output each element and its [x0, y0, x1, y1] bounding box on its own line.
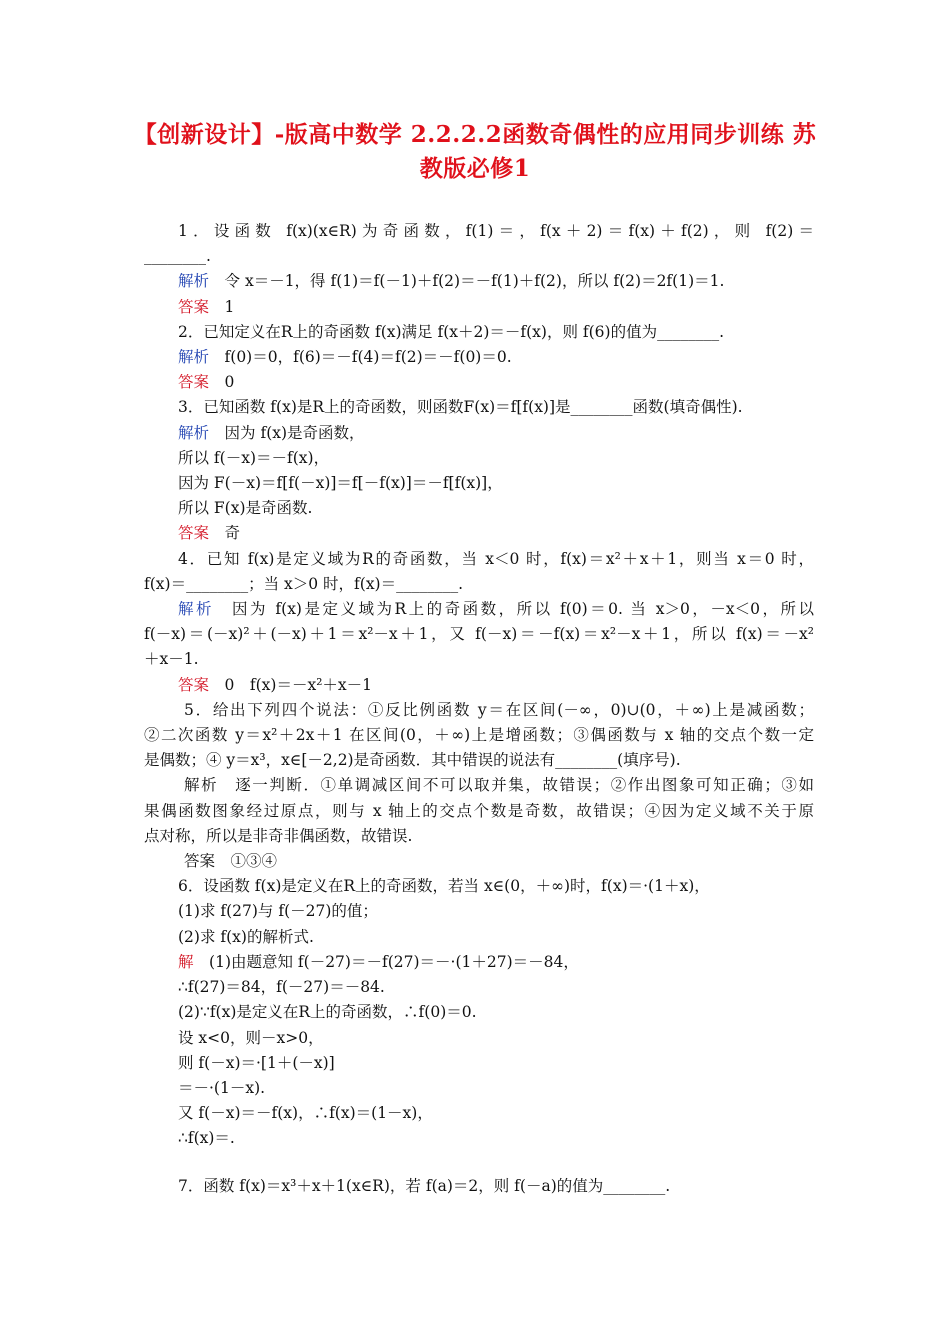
- q3-analysis-line-2: 所以 f(－x)＝－f(x)，: [178, 448, 330, 467]
- title-line-2: 教版必修1: [419, 155, 531, 182]
- q6-solution-text-1: (1)由题意知 f(－27)＝－f(27)＝－·(1＋27)＝－84，: [209, 952, 579, 971]
- answer-label: 答案: [184, 852, 216, 871]
- q5-answer: [144, 849, 814, 874]
- q4-answer-text: 0 f(x)＝－x²＋x－1: [224, 675, 373, 694]
- analysis-label: 解析: [178, 423, 210, 442]
- q6-stem-line-2: (1)求 f(27)与 f(－27)的值；: [178, 902, 378, 921]
- q4-stem-line-1: 4．已知 f(x)是定义域为R的奇函数，当 x＜0 时，f(x)＝x²＋x＋1，则当 x＝0 时，: [178, 549, 814, 568]
- q7-stem: 7．函数 f(x)＝x³＋x＋1(x∈R)，若 f(a)＝2，则 f(－a)的值为________.: [178, 1176, 671, 1195]
- title-line-1: 【创新设计】-版高中数学 2.2.2.2函数奇偶性的应用同步训练 苏: [133, 121, 817, 148]
- q5-analysis-text-1: 逐一判断．①单调减区间不可以取并集，故错误；②作出图象可知正确；③如: [235, 776, 814, 795]
- q6-solution-line-4: 设 x<0，则－x>0，: [178, 1028, 324, 1047]
- q1-analysis: [144, 269, 814, 294]
- answer-label: 答案: [178, 373, 210, 392]
- q6-solution-line-2: ∴f(27)＝84，f(－27)＝－84.: [178, 978, 385, 997]
- q6-solution-line-8: ∴f(x)＝.: [178, 1129, 235, 1148]
- q3-answer: [144, 521, 814, 546]
- q3-analysis-line-1: [144, 421, 814, 446]
- q5-analysis-line-2: 果偶函数图象经过原点，则与 x 轴上的交点个数是奇数，故错误；④因为定义域不关于原: [144, 801, 814, 820]
- answer-label: 答案: [178, 524, 210, 543]
- q6-solution-line-3: (2)∵f(x)是定义在R上的奇函数，∴f(0)＝0.: [178, 1003, 477, 1022]
- q6-solution-line-7: 又 f(－x)＝－f(x)，∴f(x)＝(1－x)，: [178, 1104, 433, 1123]
- q4-analysis-line-3: ＋x－1.: [144, 650, 199, 669]
- q5-analysis-line-3: 点对称，所以是非奇非偶函数，故错误.: [144, 826, 413, 845]
- q6-stem-line-3: (2)求 f(x)的解析式.: [178, 927, 314, 946]
- q5-answer-text: ①③④: [230, 852, 278, 871]
- q1-answer-text: 1: [224, 297, 235, 316]
- q2-analysis-text: f(0)＝0，f(6)＝－f(4)＝f(2)＝－f(0)＝0.: [224, 348, 512, 367]
- q6-stem-line-1: 6．设函数 f(x)是定义在R上的奇函数，若当 x∈(0，＋∞)时，f(x)＝·(1＋x)，: [178, 877, 710, 896]
- q2-stem: 2．已知定义在R上的奇函数 f(x)满足 f(x＋2)＝－f(x)，则 f(6)的值为________.: [178, 322, 725, 341]
- q6-solution-line-1: [144, 950, 814, 975]
- analysis-label: 解析: [178, 348, 210, 367]
- q2-analysis: [144, 345, 814, 370]
- analysis-label: 解析: [184, 776, 219, 795]
- q1-analysis-text: 令 x＝－1，得 f(1)＝f(－1)＋f(2)＝－f(1)＋f(2)，所以 f(2)＝2f(1)＝1.: [224, 272, 725, 291]
- q3-analysis-line-3: 因为 F(－x)＝f[f(－x)]＝f[－f(x)]＝－f[f(x)]，: [178, 474, 503, 493]
- q2-answer: [144, 370, 814, 395]
- q3-analysis-text-1: 因为 f(x)是奇函数，: [224, 423, 365, 442]
- q6-solution-line-5: 则 f(－x)＝·[1＋(－x)]: [178, 1053, 335, 1072]
- document-title: [110, 118, 840, 186]
- answer-label: 答案: [178, 297, 210, 316]
- q3-answer-text: 奇: [224, 524, 241, 543]
- q3-analysis-line-4: 所以 F(x)是奇函数.: [178, 499, 313, 518]
- solution-label: 解: [178, 952, 194, 971]
- answer-label: 答案: [178, 675, 210, 694]
- q4-answer: [144, 673, 814, 698]
- q5-stem-line-2: ②二次函数 y＝x²＋2x＋1 在区间(0，＋∞)上是增函数；③偶函数与 x 轴的交点个数一定: [144, 726, 814, 745]
- q5-stem-line-3: 是偶数；④ y＝x³，x∈[－2,2)是奇函数．其中错误的说法有________(填序号).: [144, 751, 681, 770]
- q1-stem-line-1: 1．设函数 f(x)(x∈R)为奇函数，f(1)＝，f(x＋2)＝f(x)＋f(2)，则 f(2)＝: [178, 222, 814, 240]
- q4-analysis-text-1: 因为 f(x)是定义域为R上的奇函数，所以 f(0)＝0. 当 x＞0，－x＜0，所以: [232, 600, 814, 619]
- document-body: [144, 219, 814, 1199]
- analysis-label: 解析: [178, 600, 214, 619]
- q4-analysis-line-2: f(－x)＝(－x)²＋(－x)＋1＝x²－x＋1，又 f(－x)＝－f(x)＝x²－x＋1，所以 f(x)＝－x²: [144, 625, 814, 644]
- q1-stem-line-2: ________.: [144, 247, 211, 266]
- spacer: [144, 1152, 814, 1174]
- analysis-label: 解析: [178, 272, 210, 291]
- q4-analysis-line-1: [144, 597, 814, 622]
- q3-stem: 3．已知函数 f(x)是R上的奇函数，则函数F(x)＝f[f(x)]是________函数(填奇偶性).: [178, 398, 743, 417]
- q2-answer-text: 0: [224, 373, 235, 392]
- q4-stem-line-2: f(x)＝________；当 x＞0 时，f(x)＝________.: [144, 574, 464, 593]
- q6-solution-line-6: ＝－·(1－x).: [178, 1078, 266, 1097]
- q5-analysis-line-1: [144, 773, 814, 798]
- q1-answer: [144, 295, 814, 320]
- q5-stem-line-1: 5．给出下列四个说法：①反比例函数 y＝在区间(－∞，0)∪(0，＋∞)上是减函数；: [184, 700, 814, 719]
